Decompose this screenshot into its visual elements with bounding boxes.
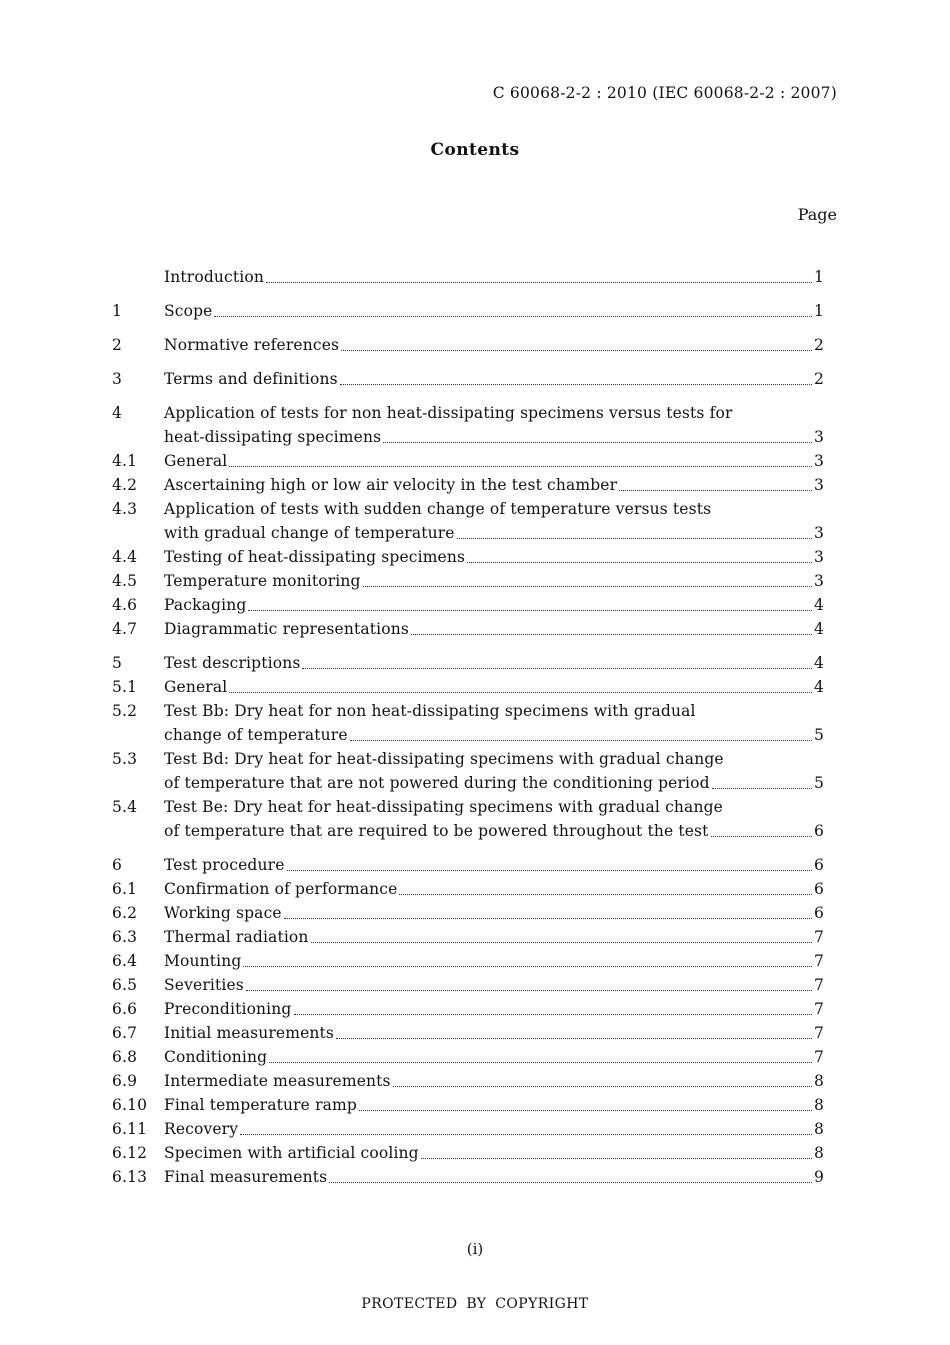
toc-entry-number: 6.3 — [112, 928, 138, 946]
dot-leader — [393, 1085, 812, 1087]
toc-entry[interactable] — [112, 473, 824, 497]
toc-entry-page: 8 — [813, 1120, 824, 1138]
toc-entry-number: 6.11 — [112, 1120, 148, 1138]
toc-entry[interactable] — [112, 699, 824, 747]
toc-entry[interactable] — [112, 1165, 824, 1189]
toc-entry-title: Packaging — [164, 596, 247, 614]
toc-entry-title: Temperature monitoring — [164, 572, 361, 590]
toc-entry-title: Thermal radiation — [164, 928, 309, 946]
dot-leader — [229, 691, 812, 693]
table-of-contents — [112, 265, 824, 1189]
toc-entry-title: Test descriptions — [164, 654, 301, 672]
toc-entry-title: heat-dissipating specimens — [164, 428, 382, 446]
toc-entry[interactable] — [112, 569, 824, 593]
toc-entry[interactable] — [112, 333, 824, 357]
toc-entry-title: of temperature that are required to be powered throughout the test — [164, 822, 709, 840]
toc-entry-title: General — [164, 678, 228, 696]
toc-entry[interactable] — [112, 497, 824, 545]
toc-entry-number: 6.12 — [112, 1144, 148, 1162]
dot-leader — [336, 1037, 812, 1039]
toc-entry-title: with gradual change of temperature — [164, 524, 455, 542]
toc-entry-page: 3 — [813, 572, 824, 590]
toc-entry-title: Preconditioning — [164, 1000, 292, 1018]
toc-entry-page: 7 — [813, 928, 824, 946]
dot-leader — [246, 989, 812, 991]
toc-entry-number: 1 — [112, 302, 123, 320]
page-title: Contents — [430, 140, 520, 160]
toc-entry-title: Intermediate measurements — [164, 1072, 391, 1090]
toc-entry-title: change of temperature — [164, 726, 348, 744]
dot-leader — [411, 633, 812, 635]
toc-entry[interactable] — [112, 1045, 824, 1069]
toc-entry-number: 3 — [112, 370, 123, 388]
dot-leader — [311, 941, 812, 943]
toc-entry-page: 1 — [813, 302, 824, 320]
dot-leader — [350, 739, 812, 741]
toc-entry[interactable] — [112, 853, 824, 877]
toc-entry-number: 6.2 — [112, 904, 138, 922]
toc-entry[interactable] — [112, 747, 824, 795]
toc-entry-page: 7 — [813, 1024, 824, 1042]
document-code: C 60068-2-2 : 2010 (IEC 60068-2-2 : 2007) — [492, 84, 837, 102]
toc-entry-title: Mounting — [164, 952, 242, 970]
toc-entry-page: 3 — [813, 452, 824, 470]
toc-entry-number: 5.2 — [112, 702, 138, 720]
copyright-notice: PROTECTED BY COPYRIGHT — [361, 1296, 589, 1312]
toc-entry-title: Terms and definitions — [164, 370, 338, 388]
toc-entry-title: Test Bd: Dry heat for heat-dissipating specimens with gradual change — [164, 750, 724, 768]
dot-leader — [383, 441, 812, 443]
dot-leader — [269, 1061, 812, 1063]
toc-entry-title: Confirmation of performance — [164, 880, 398, 898]
toc-entry[interactable] — [112, 877, 824, 901]
toc-entry-number: 6.13 — [112, 1168, 148, 1186]
toc-entry-number: 4.6 — [112, 596, 138, 614]
toc-entry[interactable] — [112, 545, 824, 569]
toc-entry-page: 8 — [813, 1096, 824, 1114]
toc-entry[interactable] — [112, 1069, 824, 1093]
toc-entry[interactable] — [112, 1093, 824, 1117]
toc-entry-title: General — [164, 452, 228, 470]
dot-leader — [248, 609, 812, 611]
dot-leader — [266, 281, 812, 283]
toc-entry[interactable] — [112, 651, 824, 675]
toc-entry-page: 6 — [813, 904, 824, 922]
toc-entry-title: Diagrammatic representations — [164, 620, 409, 638]
toc-entry-page: 9 — [813, 1168, 824, 1186]
toc-entry-page: 4 — [813, 678, 824, 696]
toc-entry-page: 3 — [813, 524, 824, 542]
toc-entry-number: 2 — [112, 336, 123, 354]
dot-leader — [243, 965, 812, 967]
toc-entry[interactable] — [112, 401, 824, 449]
dot-leader — [341, 349, 812, 351]
toc-entry-page: 2 — [813, 336, 824, 354]
toc-entry[interactable] — [112, 449, 824, 473]
toc-entry-title: Ascertaining high or low air velocity in the test chamber — [164, 476, 618, 494]
toc-entry-page: 8 — [813, 1072, 824, 1090]
toc-entry-title: Application of tests with sudden change of temperature versus tests — [164, 500, 712, 518]
dot-leader — [457, 537, 812, 539]
toc-entry-number: 6.6 — [112, 1000, 138, 1018]
toc-entry-number: 4.4 — [112, 548, 138, 566]
toc-entry-page: 6 — [813, 880, 824, 898]
toc-entry-page: 3 — [813, 476, 824, 494]
toc-entry-number: 6.8 — [112, 1048, 138, 1066]
toc-entry-page: 5 — [813, 774, 824, 792]
dot-leader — [363, 585, 812, 587]
toc-entry-title: Final temperature ramp — [164, 1096, 357, 1114]
toc-entry-page: 2 — [813, 370, 824, 388]
toc-entry-title: Test Bb: Dry heat for non heat-dissipating specimens with gradual — [164, 702, 696, 720]
toc-entry-number: 6.1 — [112, 880, 138, 898]
toc-entry-title: Final measurements — [164, 1168, 328, 1186]
toc-entry-page: 7 — [813, 976, 824, 994]
toc-entry[interactable] — [112, 1141, 824, 1165]
toc-entry-number: 4.7 — [112, 620, 138, 638]
toc-entry-number: 5.4 — [112, 798, 138, 816]
dot-leader — [240, 1133, 812, 1135]
toc-entry-page: 5 — [813, 726, 824, 744]
toc-entry-number: 4.2 — [112, 476, 138, 494]
toc-entry-title: Specimen with artificial cooling — [164, 1144, 419, 1162]
dot-leader — [294, 1013, 812, 1015]
dot-leader — [214, 315, 812, 317]
toc-entry-number: 4.3 — [112, 500, 138, 518]
dot-leader — [287, 869, 812, 871]
toc-entry-page: 4 — [813, 596, 824, 614]
toc-entry-page: 4 — [813, 620, 824, 638]
toc-entry[interactable] — [112, 997, 824, 1021]
toc-entry[interactable] — [112, 593, 824, 617]
page-column-label: Page — [797, 205, 837, 224]
dot-leader — [619, 489, 812, 491]
dot-leader — [711, 835, 812, 837]
toc-entry-page: 3 — [813, 428, 824, 446]
toc-entry-page: 7 — [813, 1000, 824, 1018]
dot-leader — [467, 561, 812, 563]
dot-leader — [302, 667, 812, 669]
toc-entry[interactable] — [112, 1021, 824, 1045]
toc-entry-title: Conditioning — [164, 1048, 268, 1066]
toc-entry-page: 6 — [813, 856, 824, 874]
toc-entry-number: 4.1 — [112, 452, 138, 470]
toc-entry-number: 4 — [112, 404, 123, 422]
toc-entry-number: 6.10 — [112, 1096, 148, 1114]
dot-leader — [399, 893, 812, 895]
toc-entry-page: 6 — [813, 822, 824, 840]
toc-entry[interactable] — [112, 901, 824, 925]
toc-entry-title: Normative references — [164, 336, 340, 354]
dot-leader — [229, 465, 812, 467]
toc-entry-title: Test procedure — [164, 856, 285, 874]
toc-entry-page: 7 — [813, 1048, 824, 1066]
dot-leader — [329, 1181, 812, 1183]
dot-leader — [340, 383, 812, 385]
toc-entry[interactable] — [112, 795, 824, 843]
toc-entry-title: Introduction — [164, 268, 264, 286]
toc-entry-title: of temperature that are not powered during the conditioning period — [164, 774, 710, 792]
toc-entry[interactable] — [112, 299, 824, 323]
toc-entry-number: 5.3 — [112, 750, 138, 768]
toc-entry[interactable] — [112, 973, 824, 997]
footer-page-number: (i) — [466, 1240, 484, 1258]
toc-entry[interactable] — [112, 925, 824, 949]
toc-entry[interactable] — [112, 1117, 824, 1141]
toc-entry-page: 8 — [813, 1144, 824, 1162]
toc-entry-title: Recovery — [164, 1120, 239, 1138]
toc-entry-number: 6.5 — [112, 976, 138, 994]
toc-entry-number: 6.4 — [112, 952, 138, 970]
toc-entry-title: Test Be: Dry heat for heat-dissipating specimens with gradual change — [164, 798, 723, 816]
toc-entry-title: Scope — [164, 302, 213, 320]
toc-entry-page: 1 — [813, 268, 824, 286]
toc-entry-title: Application of tests for non heat-dissipating specimens versus tests for — [164, 404, 733, 422]
toc-entry[interactable] — [112, 675, 824, 699]
toc-entry-page: 4 — [813, 654, 824, 672]
toc-entry-title: Working space — [164, 904, 282, 922]
toc-entry-number: 4.5 — [112, 572, 138, 590]
toc-entry-number: 6.7 — [112, 1024, 138, 1042]
toc-entry-title: Testing of heat-dissipating specimens — [164, 548, 466, 566]
toc-entry-title: Severities — [164, 976, 244, 994]
dot-leader — [359, 1109, 812, 1111]
dot-leader — [421, 1157, 812, 1159]
toc-entry-page: 7 — [813, 952, 824, 970]
toc-entry-page: 3 — [813, 548, 824, 566]
toc-entry-number: 5.1 — [112, 678, 138, 696]
toc-entry-number: 6.9 — [112, 1072, 138, 1090]
toc-entry-number: 6 — [112, 856, 123, 874]
dot-leader — [712, 787, 812, 789]
toc-entry[interactable] — [112, 265, 824, 289]
toc-entry[interactable] — [112, 949, 824, 973]
toc-entry[interactable] — [112, 367, 824, 391]
toc-entry[interactable] — [112, 617, 824, 641]
toc-entry-number: 5 — [112, 654, 123, 672]
toc-entry-title: Initial measurements — [164, 1024, 335, 1042]
dot-leader — [284, 917, 812, 919]
